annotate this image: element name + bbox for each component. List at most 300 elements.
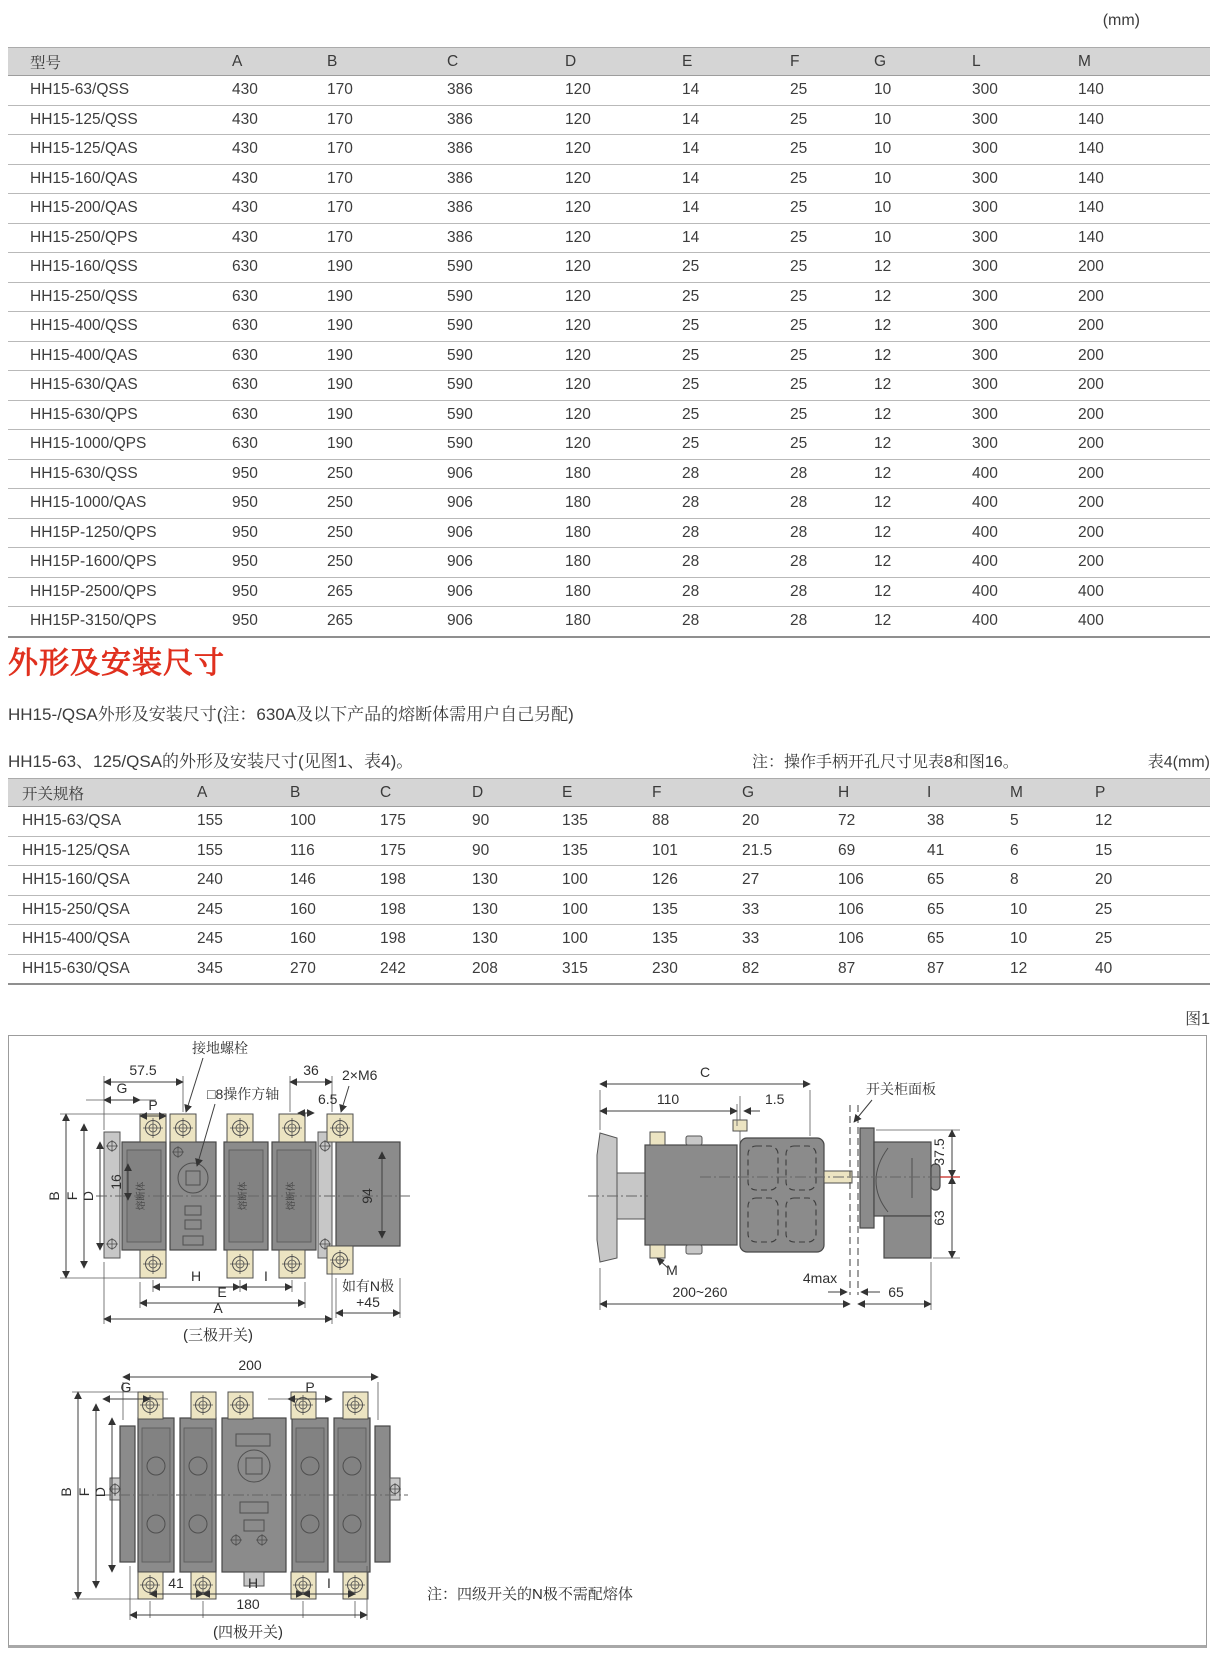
svg-text:110: 110 — [656, 1091, 680, 1107]
table-cell: 300 — [972, 317, 998, 335]
table-cell: 140 — [1078, 140, 1104, 158]
table-cell: 10 — [1010, 900, 1028, 918]
table-cell: 400 — [972, 553, 998, 571]
table-cell: 72 — [838, 812, 856, 830]
svg-text:开关柜面板: 开关柜面板 — [866, 1081, 936, 1097]
table-cell: 430 — [232, 81, 258, 99]
table-cell: 25 — [682, 258, 700, 276]
table-cell: 200 — [1078, 464, 1104, 482]
table-cell: 430 — [232, 199, 258, 217]
table-row — [8, 312, 1210, 342]
table-cell: 12 — [874, 435, 892, 453]
table-cell: 101 — [652, 841, 678, 859]
table-cell: 590 — [447, 287, 473, 305]
table-cell: 28 — [682, 494, 700, 512]
table-cell: 65 — [927, 930, 945, 948]
table-cell: 25 — [790, 228, 808, 246]
table-cell: 28 — [790, 612, 808, 630]
table-cell: 250 — [327, 553, 353, 571]
table-cell: 208 — [472, 959, 498, 977]
table-cell: 14 — [682, 140, 700, 158]
svg-text:B: B — [46, 1191, 62, 1201]
table-cell: 28 — [682, 464, 700, 482]
svg-text:94: 94 — [359, 1188, 375, 1204]
column-header: E — [682, 52, 693, 70]
column-header: P — [1095, 783, 1106, 801]
table-cell: 950 — [232, 464, 258, 482]
table-cell: 28 — [682, 553, 700, 571]
table-cell: 12 — [874, 523, 892, 541]
column-header: M — [1078, 52, 1091, 70]
table-row — [8, 607, 1210, 636]
svg-text:63: 63 — [931, 1210, 947, 1226]
table-cell: 190 — [327, 287, 353, 305]
table-cell: 300 — [972, 376, 998, 394]
table-cell: 400 — [972, 582, 998, 600]
column-header: 型号 — [30, 54, 62, 72]
table-cell: 135 — [562, 841, 588, 859]
column-header: 开关规格 — [22, 785, 85, 803]
table-cell: 14 — [682, 169, 700, 187]
table-cell: 100 — [290, 812, 316, 830]
table-cell: 28 — [790, 494, 808, 512]
table-cell: HH15-250/QSA — [22, 900, 130, 918]
table-cell: 12 — [874, 287, 892, 305]
table-cell: 160 — [290, 930, 316, 948]
table-cell: 630 — [232, 258, 258, 276]
table-cell: 400 — [1078, 582, 1104, 600]
table-cell: 200 — [1078, 523, 1104, 541]
table-cell: 315 — [562, 959, 588, 977]
table-cell: HH15-400/QSS — [30, 317, 138, 335]
table-cell: 180 — [565, 494, 591, 512]
table-cell: 190 — [327, 317, 353, 335]
svg-text:2×M6: 2×M6 — [342, 1067, 378, 1083]
table-cell: 100 — [562, 900, 588, 918]
table-row — [8, 135, 1210, 165]
table-cell: 69 — [838, 841, 856, 859]
table-cell: 950 — [232, 523, 258, 541]
table-cell: 630 — [232, 287, 258, 305]
table-cell: 27 — [742, 871, 760, 889]
table-cell: 65 — [927, 871, 945, 889]
table-cell: 120 — [565, 317, 591, 335]
table-cell: 10 — [874, 199, 892, 217]
table-cell: 25 — [790, 346, 808, 364]
table-cell: 590 — [447, 346, 473, 364]
table-cell: 15 — [1095, 841, 1113, 859]
svg-text:E: E — [217, 1284, 227, 1300]
table-cell: 140 — [1078, 169, 1104, 187]
table-cell: 25 — [790, 405, 808, 423]
table-cell: 130 — [472, 900, 498, 918]
table-row — [8, 253, 1210, 283]
table-cell: 155 — [197, 812, 223, 830]
table-cell: 386 — [447, 140, 473, 158]
table-cell: 120 — [565, 110, 591, 128]
column-header: B — [327, 52, 338, 70]
model-dimension-table — [8, 47, 1210, 638]
table-cell: HH15-630/QSS — [30, 464, 138, 482]
table-cell: 25 — [790, 169, 808, 187]
table-cell: 950 — [232, 582, 258, 600]
table-cell: 590 — [447, 376, 473, 394]
table-cell: HH15-250/QPS — [30, 228, 138, 246]
table-cell: 906 — [447, 464, 473, 482]
table-cell: 400 — [972, 494, 998, 512]
table-cell: 190 — [327, 346, 353, 364]
table-cell: HH15-400/QSA — [22, 930, 130, 948]
table-cell: 245 — [197, 900, 223, 918]
table-cell: 140 — [1078, 228, 1104, 246]
svg-text:G: G — [116, 1080, 128, 1096]
table-row — [8, 430, 1210, 460]
table-cell: 590 — [447, 258, 473, 276]
svg-text:36: 36 — [303, 1062, 319, 1078]
table-cell: 120 — [565, 346, 591, 364]
table-cell: 14 — [682, 199, 700, 217]
table-cell: 25 — [790, 376, 808, 394]
table-cell: 190 — [327, 258, 353, 276]
table-cell: 33 — [742, 900, 760, 918]
svg-text:1.5: 1.5 — [765, 1091, 785, 1107]
table-cell: 8 — [1010, 871, 1019, 889]
table-cell: 430 — [232, 140, 258, 158]
svg-text:200~260: 200~260 — [672, 1284, 728, 1300]
table-cell: 146 — [290, 871, 316, 889]
table-cell: HH15-400/QAS — [30, 346, 138, 364]
table-cell: 14 — [682, 81, 700, 99]
svg-text:180: 180 — [236, 1596, 260, 1612]
table-cell: 250 — [327, 494, 353, 512]
table-cell: 590 — [447, 317, 473, 335]
svg-text:I: I — [264, 1268, 268, 1284]
table-cell: 400 — [1078, 612, 1104, 630]
table-cell: 155 — [197, 841, 223, 859]
table-cell: 6 — [1010, 841, 1019, 859]
three-pole-drawing — [46, 1040, 410, 1344]
svg-text:A: A — [213, 1300, 223, 1316]
column-header: G — [874, 52, 887, 70]
table-row — [8, 76, 1210, 106]
section-heading: 外形及安装尺寸 — [8, 647, 225, 680]
column-header: A — [232, 52, 243, 70]
table-cell: 906 — [447, 582, 473, 600]
table-cell: 200 — [1078, 346, 1104, 364]
table-cell: 28 — [790, 523, 808, 541]
column-header: I — [927, 783, 932, 801]
table-cell: 120 — [565, 199, 591, 217]
table-cell: 180 — [565, 464, 591, 482]
paragraph-qsa-note: HH15-/QSA外形及安装尺寸(注：630A及以下产品的熔断体需用户自己另配) — [8, 705, 574, 724]
table-cell: 630 — [232, 346, 258, 364]
svg-text:接地螺栓: 接地螺栓 — [192, 1040, 248, 1056]
table-cell: 265 — [327, 612, 353, 630]
table-cell: 950 — [232, 612, 258, 630]
paragraph-see-figure: HH15-63、125/QSA的外形及安装尺寸(见图1、表4)。 — [8, 752, 414, 771]
table-cell: 25 — [790, 81, 808, 99]
table-row — [8, 283, 1210, 313]
table-cell: 28 — [682, 523, 700, 541]
side-view-drawing — [588, 1064, 960, 1310]
table-cell: 400 — [972, 464, 998, 482]
table-cell: 25 — [790, 317, 808, 335]
table-cell: 160 — [290, 900, 316, 918]
svg-text:41: 41 — [168, 1575, 184, 1591]
table-cell: 300 — [972, 169, 998, 187]
column-header: D — [472, 783, 484, 801]
table-cell: 300 — [972, 140, 998, 158]
table-cell: 190 — [327, 435, 353, 453]
svg-text:(三极开关): (三极开关) — [183, 1327, 253, 1344]
table-cell: 200 — [1078, 317, 1104, 335]
table-cell: 300 — [972, 405, 998, 423]
table-cell: 400 — [972, 612, 998, 630]
table-cell: 190 — [327, 376, 353, 394]
table-row — [8, 106, 1210, 136]
table-cell: 170 — [327, 140, 353, 158]
table-cell: 630 — [232, 317, 258, 335]
table-cell: 198 — [380, 900, 406, 918]
table-cell: 28 — [790, 553, 808, 571]
table-cell: 175 — [380, 841, 406, 859]
table-cell: 28 — [790, 582, 808, 600]
table-cell: 28 — [790, 464, 808, 482]
table-cell: 10 — [874, 81, 892, 99]
table-cell: 25 — [1095, 930, 1113, 948]
table-cell: 180 — [565, 553, 591, 571]
table-cell: HH15-125/QAS — [30, 140, 138, 158]
table-cell: 140 — [1078, 110, 1104, 128]
table-cell: 25 — [790, 287, 808, 305]
table-cell: 386 — [447, 199, 473, 217]
table-cell: 135 — [562, 812, 588, 830]
table-cell: 25 — [682, 376, 700, 394]
table-cell: 190 — [327, 405, 353, 423]
column-header: C — [447, 52, 459, 70]
table-cell: 135 — [652, 930, 678, 948]
table-cell: 28 — [682, 582, 700, 600]
table-cell: 106 — [838, 871, 864, 889]
table-cell: 386 — [447, 110, 473, 128]
table-cell: 170 — [327, 169, 353, 187]
table-cell: 12 — [874, 553, 892, 571]
table-cell: 430 — [232, 228, 258, 246]
svg-text:16: 16 — [108, 1174, 124, 1190]
table-cell: 906 — [447, 553, 473, 571]
table-cell: 88 — [652, 812, 670, 830]
svg-text:65: 65 — [888, 1284, 904, 1300]
table-cell: HH15P-2500/QPS — [30, 582, 157, 600]
table-header-row — [8, 47, 1210, 76]
table-cell: 430 — [232, 169, 258, 187]
table-cell: 240 — [197, 871, 223, 889]
table-cell: 140 — [1078, 81, 1104, 99]
table-cell: 400 — [972, 523, 998, 541]
figure-number-label: 图1 — [1185, 1011, 1210, 1028]
svg-text:I: I — [327, 1575, 331, 1591]
table-cell: 65 — [927, 900, 945, 918]
table-cell: 12 — [874, 494, 892, 512]
svg-text:37.5: 37.5 — [931, 1138, 947, 1166]
table-cell: 200 — [1078, 435, 1104, 453]
table-row — [8, 837, 1210, 867]
table-cell: HH15-160/QSS — [30, 258, 138, 276]
table-cell: 10 — [874, 228, 892, 246]
table-cell: 12 — [874, 346, 892, 364]
column-header: L — [972, 52, 981, 70]
figure-note: 注：四级开关的N极不需配熔体 — [427, 1586, 633, 1603]
table-row — [8, 807, 1210, 837]
table-cell: 14 — [682, 228, 700, 246]
table-cell: HH15-160/QSA — [22, 871, 130, 889]
table-cell: 90 — [472, 841, 490, 859]
table-cell: 90 — [472, 812, 490, 830]
svg-text:D: D — [80, 1190, 96, 1202]
table-header-row — [8, 778, 1210, 807]
table-row — [8, 401, 1210, 431]
table-cell: 198 — [380, 871, 406, 889]
table-cell: 180 — [565, 523, 591, 541]
table-row — [8, 519, 1210, 549]
table-cell: 25 — [790, 140, 808, 158]
table-cell: 175 — [380, 812, 406, 830]
svg-text:如有N极: 如有N极 — [341, 1278, 395, 1294]
table-cell: 200 — [1078, 405, 1104, 423]
table-cell: 250 — [327, 523, 353, 541]
table-cell: 906 — [447, 612, 473, 630]
table-cell: 21.5 — [742, 841, 773, 859]
table-row — [8, 224, 1210, 254]
table-cell: 12 — [874, 582, 892, 600]
table-row — [8, 371, 1210, 401]
table-cell: 120 — [565, 258, 591, 276]
table-cell: HH15-63/QSA — [22, 812, 122, 830]
table-cell: 120 — [565, 228, 591, 246]
table-cell: 170 — [327, 228, 353, 246]
svg-text:P: P — [305, 1379, 315, 1395]
table-row — [8, 578, 1210, 608]
table-body — [8, 76, 1210, 636]
table-cell: 345 — [197, 959, 223, 977]
table-cell: 170 — [327, 199, 353, 217]
table-cell: 25 — [682, 405, 700, 423]
table-cell: 170 — [327, 81, 353, 99]
table-cell: 25 — [682, 317, 700, 335]
svg-text:熔断体: 熔断体 — [286, 1181, 297, 1211]
table-cell: 20 — [1095, 871, 1113, 889]
table-row — [8, 955, 1210, 984]
table-cell: HH15-125/QSA — [22, 841, 130, 859]
table-row — [8, 489, 1210, 519]
table-cell: HH15-250/QSS — [30, 287, 138, 305]
table-cell: 386 — [447, 81, 473, 99]
switch-spec-table — [8, 778, 1210, 985]
table-cell: 120 — [565, 81, 591, 99]
table-cell: 87 — [927, 959, 945, 977]
table-cell: 106 — [838, 930, 864, 948]
table-cell: 265 — [327, 582, 353, 600]
table-cell: 40 — [1095, 959, 1113, 977]
table-cell: 300 — [972, 287, 998, 305]
table-cell: 300 — [972, 258, 998, 276]
column-header: A — [197, 783, 208, 801]
table-cell: 270 — [290, 959, 316, 977]
table-cell: HH15-630/QSA — [22, 959, 130, 977]
table-row — [8, 925, 1210, 955]
svg-text:F: F — [64, 1191, 80, 1201]
table-cell: 120 — [565, 376, 591, 394]
table-cell: HH15-630/QAS — [30, 376, 138, 394]
table-cell: 10 — [1010, 930, 1028, 948]
table-cell: HH15-1000/QPS — [30, 435, 147, 453]
table-cell: 82 — [742, 959, 760, 977]
table-cell: 12 — [874, 612, 892, 630]
table-cell: 10 — [874, 169, 892, 187]
technical-drawing — [9, 1036, 1206, 1645]
unit-label: (mm) — [1102, 12, 1140, 29]
table-cell: 140 — [1078, 199, 1104, 217]
table-cell: 200 — [1078, 553, 1104, 571]
svg-text:D: D — [92, 1486, 108, 1498]
table-cell: 106 — [838, 900, 864, 918]
table-cell: 38 — [927, 812, 945, 830]
table-cell: HH15P-1250/QPS — [30, 523, 157, 541]
table-cell: 198 — [380, 930, 406, 948]
svg-text:57.5: 57.5 — [129, 1062, 157, 1078]
table-cell: 630 — [232, 435, 258, 453]
table-cell: 950 — [232, 553, 258, 571]
table-cell: 906 — [447, 523, 473, 541]
column-header: F — [790, 52, 800, 70]
table-cell: 87 — [838, 959, 856, 977]
svg-text:B: B — [58, 1487, 74, 1497]
table-cell: HH15P-3150/QPS — [30, 612, 157, 630]
table-cell: 12 — [874, 405, 892, 423]
column-header: C — [380, 783, 392, 801]
table-row — [8, 194, 1210, 224]
table-cell: 20 — [742, 812, 760, 830]
table-cell: HH15-125/QSS — [30, 110, 138, 128]
four-pole-drawing — [58, 1357, 633, 1641]
table-cell: 950 — [232, 494, 258, 512]
table-cell: 130 — [472, 930, 498, 948]
table-cell: 300 — [972, 199, 998, 217]
table-row — [8, 548, 1210, 578]
table-cell: HH15-1000/QAS — [30, 494, 147, 512]
table-cell: 28 — [682, 612, 700, 630]
table-cell: 120 — [565, 169, 591, 187]
table-cell: 100 — [562, 871, 588, 889]
table-cell: 12 — [1010, 959, 1028, 977]
svg-text:H: H — [247, 1575, 259, 1591]
column-header: B — [290, 783, 301, 801]
table-body — [8, 807, 1210, 983]
table-cell: 12 — [874, 317, 892, 335]
table-cell: HH15P-1600/QPS — [30, 553, 157, 571]
table-cell: HH15-160/QAS — [30, 169, 138, 187]
table-cell: 12 — [874, 376, 892, 394]
table-row — [8, 460, 1210, 490]
table-cell: 300 — [972, 228, 998, 246]
column-header: M — [1010, 783, 1023, 801]
table-cell: 200 — [1078, 494, 1104, 512]
table-cell: 25 — [790, 110, 808, 128]
table-cell: 300 — [972, 81, 998, 99]
table-cell: 120 — [565, 405, 591, 423]
table-cell: 200 — [1078, 376, 1104, 394]
table-cell: 14 — [682, 110, 700, 128]
